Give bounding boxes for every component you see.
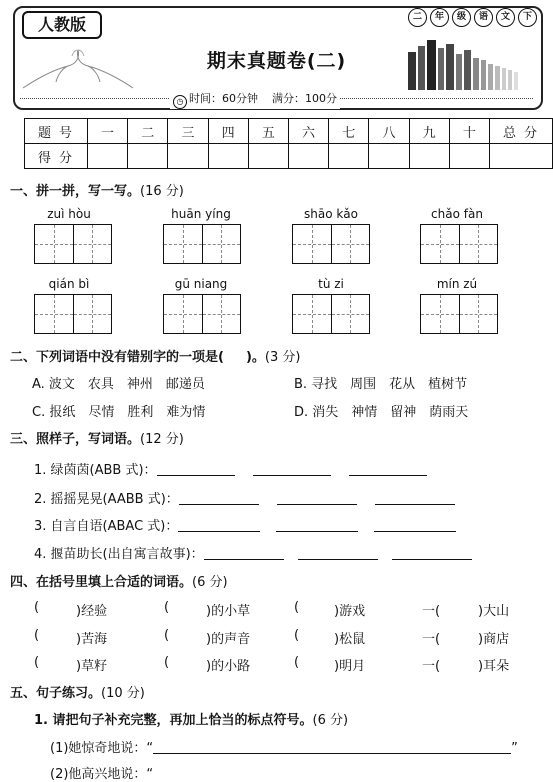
answer-blank[interactable] <box>277 492 357 505</box>
pinyin-label: gū niang <box>174 277 228 291</box>
paren-open: ( <box>34 628 40 643</box>
row-label: 得分 <box>25 144 88 169</box>
word-item <box>34 488 455 507</box>
tag-circle: 文 <box>496 8 515 27</box>
word-item <box>34 459 427 478</box>
section-points: (16 分) <box>140 184 184 199</box>
sentence-prompt: (2)他高兴地说：“ <box>50 767 154 782</box>
pinyin-label: qián bì <box>48 277 90 291</box>
sentence-line-2 <box>50 763 153 782</box>
question-number: 十 <box>449 119 489 144</box>
phrase: )游戏 <box>334 604 366 619</box>
question-5-1 <box>34 709 348 728</box>
paren-open: ( <box>34 655 40 670</box>
paren-open: 一( <box>422 659 441 674</box>
answer-blank[interactable] <box>253 463 331 476</box>
question-number: 二 <box>128 119 168 144</box>
section-title-tail: )。 <box>245 350 265 365</box>
word-item <box>34 515 456 534</box>
pinyin-label: tù zi <box>318 277 344 291</box>
paren-open: ( <box>164 600 170 615</box>
answer-blank[interactable] <box>374 519 456 532</box>
answer-blank[interactable] <box>392 547 472 560</box>
question-number: 一 <box>87 119 127 144</box>
tag-circle: 级 <box>452 8 471 27</box>
answer-blank[interactable] <box>179 492 259 505</box>
question-number: 八 <box>369 119 409 144</box>
paren-open: ( <box>164 628 170 643</box>
item-prompt: 4. 揠苗助长(出自寓言故事)： <box>34 547 204 562</box>
paren-open: ( <box>34 600 40 615</box>
writing-grid[interactable] <box>163 294 241 334</box>
answer-blank[interactable] <box>375 492 455 505</box>
clock-icon: ◷ <box>173 95 187 109</box>
item-prompt: 3. 自言自语(ABAC 式)： <box>34 519 179 534</box>
item-prompt: 1. 绿茵茵(ABB 式)： <box>34 463 157 478</box>
pinyin-label: mín zú <box>436 277 478 291</box>
writing-grid[interactable] <box>292 294 370 334</box>
table-row <box>25 119 553 144</box>
paren-open: ( <box>164 655 170 670</box>
phrase: )的声音 <box>206 632 251 647</box>
full-marks: 满分：100分 <box>272 92 337 105</box>
writing-grid[interactable] <box>420 294 498 334</box>
writing-grid[interactable] <box>163 224 241 264</box>
pinyin-label: huān yíng <box>171 207 231 221</box>
phrase: )商店 <box>478 632 510 647</box>
item-prompt: 2. 摇摇晃晃(AABB 式)： <box>34 492 179 507</box>
phrase: )经验 <box>76 604 108 619</box>
phrase: )苦海 <box>76 632 108 647</box>
section-4-heading <box>10 571 228 590</box>
pinyin-label: zuì hòu <box>47 207 91 221</box>
tag-circle: 二 <box>408 8 427 27</box>
total-score-cell[interactable] <box>489 144 552 169</box>
time-limit: 时间：60分钟 <box>189 92 258 105</box>
section-title: 一、拼一拼，写一写。 <box>10 184 141 199</box>
total-label: 总分 <box>489 119 552 144</box>
writing-grid[interactable] <box>420 224 498 264</box>
question-number: 四 <box>208 119 248 144</box>
sentence-line-1 <box>50 737 518 756</box>
section-title: 三、照样子，写词语。 <box>10 432 141 447</box>
answer-blank[interactable] <box>349 463 427 476</box>
answer-blank[interactable] <box>157 463 235 476</box>
question-text: 1. 请把句子补充完整，再加上恰当的标点符号。 <box>34 713 313 728</box>
phrase: )的小草 <box>206 604 251 619</box>
section-3-heading <box>10 428 184 447</box>
section-title: 四、在括号里填上合适的词语。 <box>10 575 193 590</box>
section-points: (3 分) <box>264 350 301 365</box>
writing-grid[interactable] <box>34 224 112 264</box>
answer-blank[interactable] <box>276 519 358 532</box>
score-cell[interactable] <box>128 144 168 169</box>
answer-blank[interactable] <box>298 547 378 560</box>
question-number: 三 <box>168 119 208 144</box>
question-number: 九 <box>409 119 449 144</box>
option-b[interactable]: B. 寻找 周围 花从 植树节 <box>294 377 468 392</box>
section-points: (6 分) <box>192 575 228 590</box>
phrase: )明月 <box>334 659 366 674</box>
tag-circle: 年 <box>430 8 449 27</box>
score-cell[interactable] <box>87 144 127 169</box>
score-cell[interactable] <box>409 144 449 169</box>
paren-open: ( <box>294 600 300 615</box>
edition-badge: 人教版 <box>22 11 102 39</box>
score-cell[interactable] <box>168 144 208 169</box>
option-c[interactable]: C. 报纸 尽情 胜利 难为情 <box>32 405 206 420</box>
question-number: 七 <box>329 119 369 144</box>
score-cell[interactable] <box>248 144 288 169</box>
phrase: )的小路 <box>206 659 251 674</box>
score-table <box>24 118 553 169</box>
grade-subject-tags <box>408 8 537 27</box>
word-item <box>34 543 472 562</box>
writing-grid[interactable] <box>34 294 112 334</box>
section-1-heading <box>10 180 184 199</box>
score-cell[interactable] <box>369 144 409 169</box>
section-points: (12 分) <box>140 432 184 447</box>
phrase: )草籽 <box>76 659 108 674</box>
score-cell[interactable] <box>449 144 489 169</box>
question-points: (6 分) <box>312 713 349 728</box>
tag-circle: 下 <box>518 8 537 27</box>
phrase: )耳朵 <box>478 659 510 674</box>
option-a[interactable]: A. 波文 农具 神州 邮递员 <box>32 377 205 392</box>
tag-circle: 语 <box>474 8 493 27</box>
paren-open: 一( <box>422 632 441 647</box>
table-row <box>25 144 553 169</box>
phrase: )松鼠 <box>334 632 366 647</box>
paren-open: ( <box>294 655 300 670</box>
answer-blank[interactable] <box>178 519 260 532</box>
section-title: 五、句子练习。 <box>10 686 102 701</box>
option-d[interactable]: D. 消失 神情 留神 荫雨天 <box>294 405 469 420</box>
section-2-heading <box>10 346 300 365</box>
exam-meta <box>170 90 340 109</box>
section-5-heading <box>10 682 145 701</box>
exam-title: 期末真题卷(二) <box>206 50 347 72</box>
pinyin-label: chǎo fàn <box>431 207 483 221</box>
answer-blank[interactable] <box>204 547 284 560</box>
pinyin-label: shāo kǎo <box>303 207 358 221</box>
question-number: 五 <box>248 119 288 144</box>
sentence-prompt: (1)她惊奇地说：“ <box>50 741 154 756</box>
score-cell[interactable] <box>288 144 328 169</box>
score-cell[interactable] <box>208 144 248 169</box>
writing-grid[interactable] <box>292 224 370 264</box>
section-points: (10 分) <box>101 686 145 701</box>
paren-open: 一( <box>422 604 441 619</box>
closing-quote: ” <box>511 741 518 756</box>
row-label: 题号 <box>25 119 88 144</box>
phrase: )大山 <box>478 604 510 619</box>
paren-open: ( <box>294 628 300 643</box>
section-title: 二、下列词语中没有错别字的一项是( <box>10 350 224 365</box>
answer-blank[interactable] <box>153 741 511 754</box>
question-number: 六 <box>288 119 328 144</box>
score-cell[interactable] <box>329 144 369 169</box>
